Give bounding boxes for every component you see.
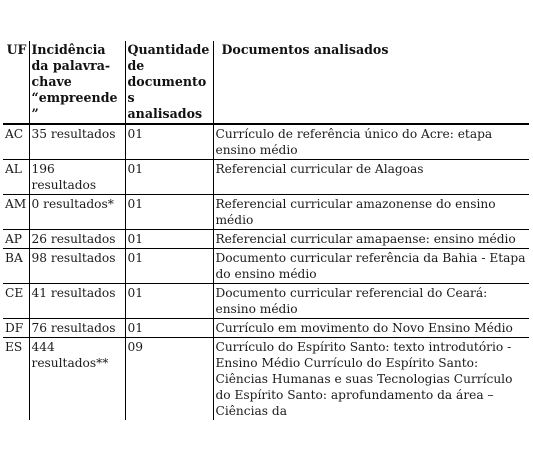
cell-uf: DF bbox=[3, 319, 29, 338]
documents-table bbox=[3, 41, 529, 420]
cell-quantidade: 01 bbox=[125, 160, 213, 195]
cell-uf: ES bbox=[3, 338, 29, 421]
table-row bbox=[3, 319, 529, 338]
cell-incidencia: 0 resultados* bbox=[29, 195, 125, 230]
header-uf: UF bbox=[6, 42, 27, 57]
table-body bbox=[3, 124, 529, 420]
cell-documentos: Referencial curricular amazonense do ensino médio bbox=[213, 195, 529, 230]
table-row bbox=[3, 230, 529, 249]
cell-uf: AP bbox=[3, 230, 29, 249]
cell-quantidade: 01 bbox=[125, 284, 213, 319]
cell-documentos: Currículo do Espírito Santo: texto introdutório - Ensino Médio Currículo do Espírito Santo: Ciências Humanas e suas Tecnologias Currículo do Espírito Santo: aprofundamento da área – Ciências da bbox=[213, 338, 529, 421]
cell-incidencia: 196 resultados bbox=[29, 160, 125, 195]
table-row bbox=[3, 284, 529, 319]
cell-documentos: Referencial curricular de Alagoas bbox=[213, 160, 529, 195]
header-incidencia: Incidência da palavra-chave “empreende” bbox=[29, 41, 125, 124]
cell-incidencia: 41 resultados bbox=[29, 284, 125, 319]
cell-uf: AL bbox=[3, 160, 29, 195]
cell-uf: AC bbox=[3, 124, 29, 160]
cell-documentos: Currículo em movimento do Novo Ensino Médio bbox=[213, 319, 529, 338]
cell-incidencia: 444 resultados** bbox=[29, 338, 125, 421]
cell-quantidade: 01 bbox=[125, 230, 213, 249]
header-quantidade: Quantidade de documentos analisados bbox=[125, 41, 213, 124]
header-row bbox=[3, 41, 529, 124]
cell-quantidade: 01 bbox=[125, 319, 213, 338]
cell-uf: CE bbox=[3, 284, 29, 319]
cell-uf: AM bbox=[3, 195, 29, 230]
cell-documentos: Currículo de referência único do Acre: etapa ensino médio bbox=[213, 124, 529, 160]
cell-incidencia: 35 resultados bbox=[29, 124, 125, 160]
cell-documentos: Referencial curricular amapaense: ensino médio bbox=[213, 230, 529, 249]
cell-documentos: Documento curricular referencial do Ceará: ensino médio bbox=[213, 284, 529, 319]
header-documentos: Documentos analisados bbox=[213, 41, 529, 124]
table-row bbox=[3, 195, 529, 230]
table-row bbox=[3, 338, 529, 421]
table-row bbox=[3, 160, 529, 195]
cell-uf: BA bbox=[3, 249, 29, 284]
table-row bbox=[3, 249, 529, 284]
cell-incidencia: 76 resultados bbox=[29, 319, 125, 338]
cell-quantidade: 01 bbox=[125, 124, 213, 160]
cell-quantidade: 01 bbox=[125, 195, 213, 230]
cell-quantidade: 01 bbox=[125, 249, 213, 284]
cell-quantidade: 09 bbox=[125, 338, 213, 421]
table-header bbox=[3, 41, 529, 124]
cell-incidencia: 26 resultados bbox=[29, 230, 125, 249]
table-row bbox=[3, 124, 529, 160]
cell-documentos: Documento curricular referência da Bahia - Etapa do ensino médio bbox=[213, 249, 529, 284]
cell-incidencia: 98 resultados bbox=[29, 249, 125, 284]
